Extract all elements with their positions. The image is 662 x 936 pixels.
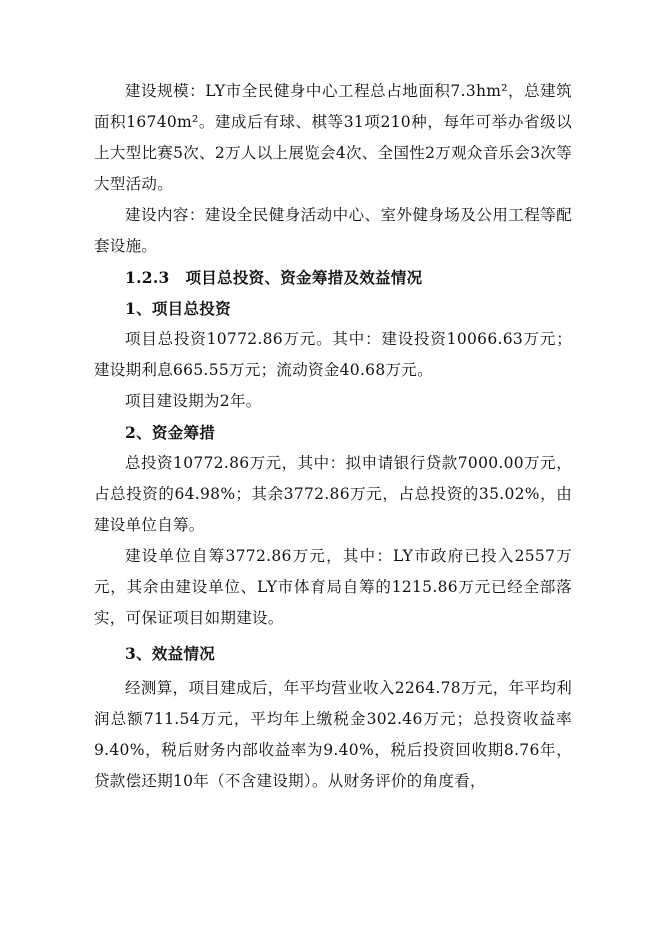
paragraph-construction-scale: 建设规模：LY市全民健身中心工程总占地面积7.3hm²，总建筑面积16740m²。建成后有球、棋等31项210种，每年可举办省级以上大型比赛5次、2万人以上展览会4次、全国性2万观众音乐会3次等大型活动。 (94, 82, 572, 193)
subheading-fund-raising: 2、资金筹措 (125, 423, 216, 442)
paragraph-construction-content: 建设内容：建设全民健身活动中心、室外健身场及公用工程等配套设施。 (94, 206, 572, 255)
subheading-total-investment: 1、项目总投资 (125, 299, 231, 318)
document-body (94, 76, 572, 797)
paragraph-benefits: 经测算，项目建成后，年平均营业收入2264.78万元，年平均利润总额711.54万元，平均年上缴税金302.46万元；总投资收益率9.40%，税后财务内部收益率为9.40%，税后投资回收期8.76年，贷款偿还期10年（不含建设期）。从财务评价的角度看， (94, 679, 572, 790)
paragraph-construction-period: 项目建设期为2年。 (125, 392, 262, 410)
paragraph-fund-raising: 总投资10772.86万元，其中：拟申请银行贷款7000.00万元，占总投资的64.98%；其余3772.86万元，占总投资的35.02%，由建设单位自筹。 (94, 454, 572, 534)
paragraph-total-investment: 项目总投资10772.86万元。其中：建设投资10066.63万元；建设期利息665.55万元；流动资金40.68万元。 (94, 330, 572, 379)
paragraph-self-raised-funds: 建设单位自筹3772.86万元，其中：LY市政府已投入2557万元，其余由建设单位、LY市体育局自筹的1215.86万元已经全部落实，可保证项目如期建设。 (94, 547, 572, 627)
section-heading-1-2-3: 1.2.3 项目总投资、资金筹措及效益情况 (125, 268, 423, 287)
subheading-benefits: 3、效益情况 (125, 644, 216, 663)
